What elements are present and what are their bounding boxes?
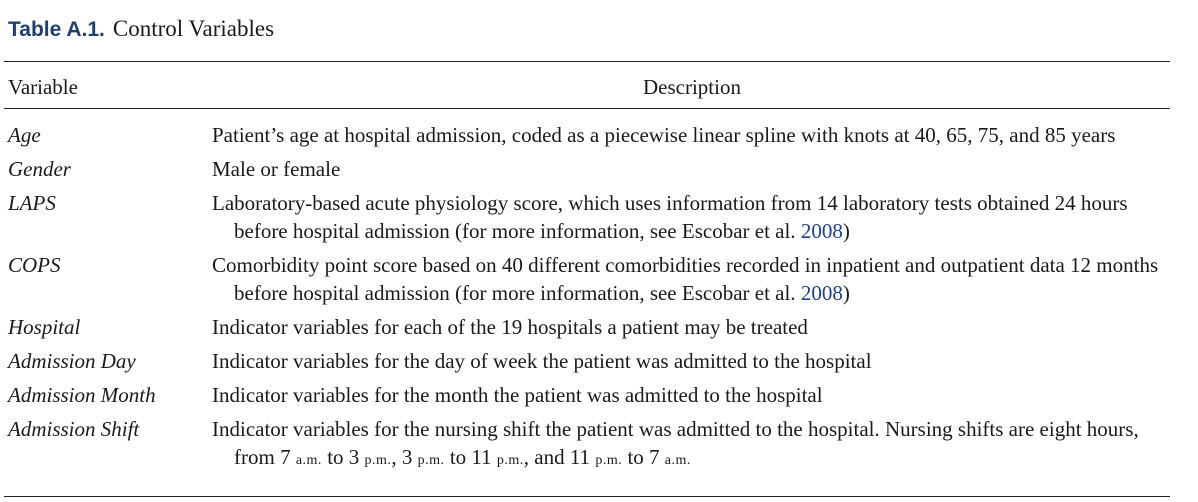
row-variable: Admission Month bbox=[8, 383, 156, 407]
table-row bbox=[0, 381, 1198, 409]
table-row bbox=[0, 155, 1198, 183]
row-variable: Hospital bbox=[8, 315, 81, 339]
table-header-row bbox=[0, 73, 1198, 101]
row-description bbox=[212, 415, 1176, 475]
table-body bbox=[0, 121, 1198, 481]
row-description bbox=[212, 251, 1176, 307]
table-title: Control Variables bbox=[112, 16, 275, 41]
time-pm: p.m. bbox=[595, 453, 623, 468]
table-caption bbox=[8, 14, 274, 45]
time-am: a.m. bbox=[295, 453, 322, 468]
row-variable: Age bbox=[8, 123, 41, 147]
header-rule bbox=[4, 108, 1170, 109]
row-description: Male or female bbox=[212, 157, 341, 181]
desc-part: , and 11 bbox=[523, 445, 596, 469]
row-description-text: Comorbidity point score based on 40 different comorbidities recorded in inpatient and outpatient data 12 months before hospital admission (for more information, see Escobar et al. bbox=[212, 253, 1159, 305]
table-row bbox=[0, 189, 1198, 245]
time-am: a.m. bbox=[664, 453, 691, 468]
top-rule bbox=[4, 61, 1170, 62]
row-variable: Gender bbox=[8, 157, 71, 181]
row-description-text: Laboratory-based acute physiology score, which uses information from 14 laboratory tests obtained 24 hours before hospital admission (for more information, see Escobar et al. bbox=[212, 191, 1128, 243]
header-variable: Variable bbox=[8, 75, 78, 99]
desc-part: to 3 bbox=[321, 445, 365, 469]
row-variable: LAPS bbox=[8, 191, 56, 215]
row-description bbox=[212, 189, 1176, 245]
desc-part: Indicator variables for the nursing shift the patient was admitted to the hospital. Nursing shifts are eight hours, from 7 bbox=[212, 417, 1139, 469]
table-row bbox=[0, 121, 1198, 149]
row-description-text-end: ) bbox=[842, 281, 850, 305]
desc-part: to 7 bbox=[622, 445, 665, 469]
citation-link[interactable]: 2008 bbox=[800, 219, 843, 243]
desc-part: to 11 bbox=[444, 445, 497, 469]
row-description: Indicator variables for the month the patient was admitted to the hospital bbox=[212, 383, 823, 407]
row-description: Indicator variables for each of the 19 hospitals a patient may be treated bbox=[212, 315, 808, 339]
time-pm: p.m. bbox=[364, 453, 392, 468]
time-pm: p.m. bbox=[496, 453, 524, 468]
bottom-rule bbox=[4, 496, 1170, 497]
row-description: Patient’s age at hospital admission, coded as a piecewise linear spline with knots at 40, 65, 75, and 85 years bbox=[212, 123, 1116, 147]
table-row bbox=[0, 251, 1198, 307]
row-description: Indicator variables for the day of week the patient was admitted to the hospital bbox=[212, 349, 872, 373]
citation-link[interactable]: 2008 bbox=[800, 281, 843, 305]
table-label: Table A.1. bbox=[8, 18, 105, 41]
table-row bbox=[0, 347, 1198, 375]
table-row bbox=[0, 415, 1198, 475]
row-variable: COPS bbox=[8, 253, 61, 277]
header-description: Description bbox=[643, 75, 741, 99]
table-row bbox=[0, 313, 1198, 341]
row-variable: Admission Day bbox=[8, 349, 136, 373]
time-pm: p.m. bbox=[417, 453, 445, 468]
desc-part: , 3 bbox=[391, 445, 418, 469]
row-variable: Admission Shift bbox=[8, 417, 140, 441]
row-description-text-end: ) bbox=[842, 219, 850, 243]
